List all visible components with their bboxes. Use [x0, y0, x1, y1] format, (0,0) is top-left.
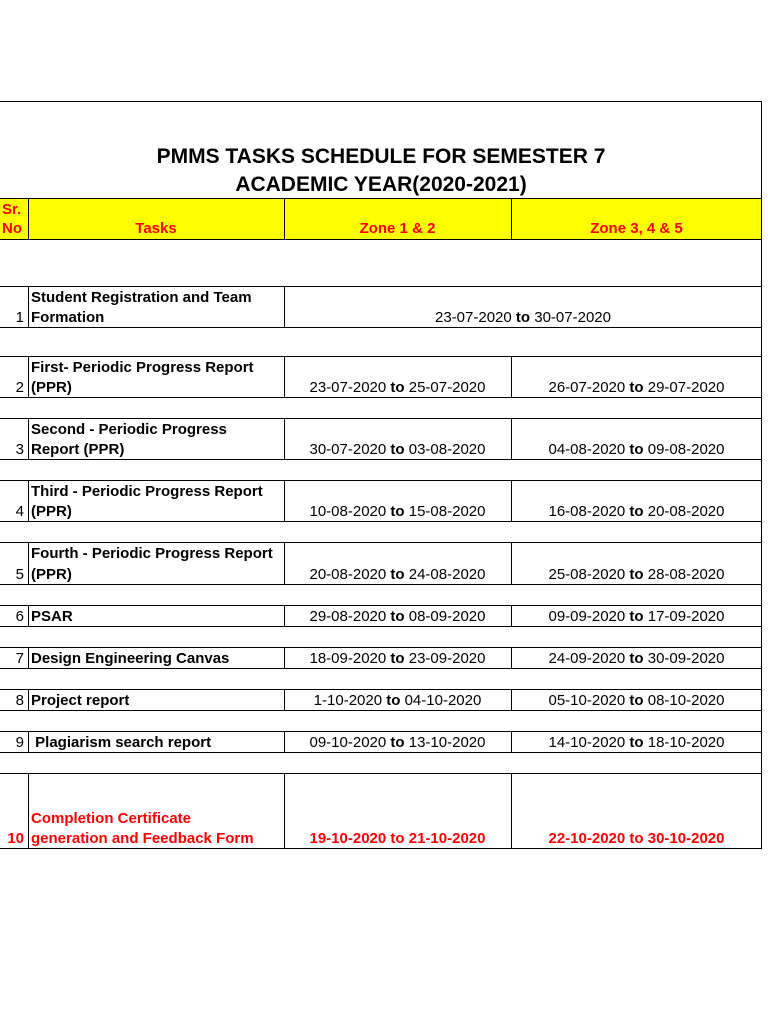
row-8-number: 8	[15, 692, 24, 709]
row-6-task: PSAR	[31, 608, 73, 625]
grid-line	[0, 605, 762, 606]
row-9-task: Plagiarism search report	[31, 734, 212, 751]
row-9-zone-1-2-start: 09-10-2020	[309, 734, 387, 751]
grid-line	[28, 689, 29, 711]
row-8-zone-3-4-5-start: 05-10-2020	[548, 692, 626, 709]
header-zone-1-2: Zone 1 & 2	[359, 220, 436, 237]
row-6-zone-1-2-dates	[284, 607, 511, 627]
row-7-task: Design Engineering Canvas	[31, 650, 230, 667]
grid-line	[28, 356, 29, 398]
row-2-task-line-1: First- Periodic Progress Report	[31, 359, 254, 376]
row-3-zone-3-4-5-separator: to	[629, 441, 644, 458]
row-4-zone-3-4-5-separator: to	[629, 503, 644, 520]
grid-line	[511, 542, 512, 585]
row-4-zone-3-4-5-end: 20-08-2020	[647, 503, 725, 520]
row-4-task-line-1: Third - Periodic Progress Report	[31, 483, 263, 500]
grid-line	[284, 480, 285, 522]
grid-line	[0, 668, 762, 669]
row-7-zone-3-4-5-dates	[511, 649, 762, 669]
row-10-zone-3-4-5-end: 30-10-2020	[647, 830, 725, 847]
grid-line	[28, 731, 29, 753]
row-9-number: 9	[15, 734, 24, 751]
row-5-task-line-2: (PPR)	[31, 566, 72, 583]
row-10-zone-1-2-start: 19-10-2020	[309, 830, 387, 847]
row-10-number: 10	[7, 830, 24, 847]
row-9-zone-3-4-5-dates	[511, 733, 762, 753]
row-5-zone-3-4-5-separator: to	[629, 566, 644, 583]
grid-line	[28, 647, 29, 669]
grid-line	[511, 647, 512, 669]
row-1-date-range	[284, 308, 762, 328]
grid-line	[511, 773, 512, 849]
row-2-zone-1-2-separator: to	[390, 379, 405, 396]
row-9-zone-1-2-end: 13-10-2020	[408, 734, 486, 751]
row-8-zone-3-4-5-separator: to	[629, 692, 644, 709]
grid-line	[28, 773, 29, 849]
grid-line	[284, 605, 285, 627]
row-8-zone-1-2-dates	[284, 691, 511, 711]
row-7-zone-3-4-5-start: 24-09-2020	[548, 650, 626, 667]
row-4-zone-3-4-5-dates	[511, 502, 762, 522]
row-1-start-date: 23-07-2020	[435, 309, 512, 326]
grid-line	[761, 101, 762, 849]
row-5-zone-3-4-5-start: 25-08-2020	[548, 566, 626, 583]
grid-line	[511, 418, 512, 460]
row-10-zone-3-4-5-dates	[511, 829, 762, 849]
grid-line	[0, 773, 762, 774]
row-6-zone-1-2-end: 08-09-2020	[408, 608, 486, 625]
row-3-task-line-2: Report (PPR)	[31, 441, 125, 458]
row-9-zone-3-4-5-separator: to	[629, 734, 644, 751]
grid-line	[284, 773, 285, 849]
grid-line	[28, 198, 29, 240]
row-10-zone-3-4-5-separator: to	[629, 830, 644, 847]
row-2-zone-1-2-start: 23-07-2020	[309, 379, 387, 396]
row-8-task: Project report	[31, 692, 130, 709]
row-4-zone-3-4-5-start: 16-08-2020	[548, 503, 626, 520]
grid-line	[28, 480, 29, 522]
grid-line	[0, 356, 762, 357]
row-2-zone-3-4-5-dates	[511, 378, 762, 398]
title-line-2: ACADEMIC YEAR(2020-2021)	[235, 173, 527, 196]
grid-line	[284, 418, 285, 460]
row-4-number: 4	[15, 503, 24, 520]
row-1-end-date: 30-07-2020	[534, 309, 611, 326]
grid-line	[511, 480, 512, 522]
row-3-zone-3-4-5-start: 04-08-2020	[548, 441, 626, 458]
row-8-zone-1-2-start: 1-10-2020	[313, 692, 383, 709]
header-zone-3-4-5: Zone 3, 4 & 5	[590, 220, 683, 237]
row-7-zone-1-2-separator: to	[390, 650, 405, 667]
row-6-zone-3-4-5-start: 09-09-2020	[548, 608, 626, 625]
row-10-zone-1-2-separator: to	[390, 830, 405, 847]
grid-line	[511, 198, 512, 240]
title-line-1: PMMS TASKS SCHEDULE FOR SEMESTER 7	[156, 145, 606, 168]
grid-line	[28, 286, 29, 328]
row-7-zone-3-4-5-separator: to	[629, 650, 644, 667]
row-5-task-line-1: Fourth - Periodic Progress Report	[31, 545, 273, 562]
row-6-zone-1-2-start: 29-08-2020	[309, 608, 387, 625]
row-7-zone-3-4-5-end: 30-09-2020	[647, 650, 725, 667]
row-5-zone-1-2-dates	[284, 565, 511, 585]
row-2-zone-1-2-end: 25-07-2020	[408, 379, 486, 396]
row-6-zone-1-2-separator: to	[390, 608, 405, 625]
row-9-zone-1-2-dates	[284, 733, 511, 753]
grid-line	[0, 710, 762, 711]
row-2-number: 2	[15, 379, 24, 396]
row-5-zone-1-2-start: 20-08-2020	[309, 566, 387, 583]
grid-line	[0, 459, 762, 460]
row-2-zone-1-2-dates	[284, 378, 511, 398]
grid-line	[0, 626, 762, 627]
row-7-zone-1-2-start: 18-09-2020	[309, 650, 387, 667]
row-5-zone-3-4-5-end: 28-08-2020	[647, 566, 725, 583]
row-5-zone-1-2-separator: to	[390, 566, 405, 583]
row-10-zone-1-2-dates	[284, 829, 511, 849]
grid-line	[284, 647, 285, 669]
header-sr-line-2: No	[2, 220, 22, 237]
grid-line	[0, 480, 762, 481]
row-2-zone-3-4-5-end: 29-07-2020	[647, 379, 725, 396]
grid-line	[0, 239, 762, 240]
row-4-task-line-2: (PPR)	[31, 503, 72, 520]
grid-line	[0, 286, 762, 287]
row-3-zone-1-2-end: 03-08-2020	[408, 441, 486, 458]
header-sr-line-1: Sr.	[2, 201, 22, 218]
header-tasks: Tasks	[135, 220, 177, 237]
row-5-number: 5	[15, 566, 24, 583]
row-2-task-line-2: (PPR)	[31, 379, 72, 396]
row-6-zone-3-4-5-dates	[511, 607, 762, 627]
grid-line	[0, 521, 762, 522]
grid-line	[0, 731, 762, 732]
row-3-zone-1-2-start: 30-07-2020	[309, 441, 387, 458]
row-1-task-line-2: Formation	[31, 309, 105, 326]
grid-line	[511, 689, 512, 711]
grid-line	[0, 198, 762, 199]
row-1-number: 1	[15, 309, 24, 326]
grid-line	[0, 542, 762, 543]
row-6-number: 6	[15, 608, 24, 625]
grid-line	[0, 418, 762, 419]
row-2-zone-3-4-5-separator: to	[629, 379, 644, 396]
grid-line	[511, 356, 512, 398]
row-10-zone-3-4-5-start: 22-10-2020	[548, 830, 626, 847]
grid-line	[0, 584, 762, 585]
row-1-task-line-1: Student Registration and Team	[31, 289, 252, 306]
grid-line	[511, 731, 512, 753]
grid-line	[0, 752, 762, 753]
row-3-number: 3	[15, 441, 24, 458]
row-1-separator: to	[515, 309, 531, 326]
row-4-zone-1-2-start: 10-08-2020	[309, 503, 387, 520]
grid-line	[284, 689, 285, 711]
grid-line	[284, 198, 285, 240]
row-4-zone-1-2-end: 15-08-2020	[408, 503, 486, 520]
row-3-zone-1-2-dates	[284, 440, 511, 460]
grid-line	[284, 731, 285, 753]
row-3-zone-3-4-5-dates	[511, 440, 762, 460]
grid-line	[0, 647, 762, 648]
grid-line	[0, 397, 762, 398]
row-6-zone-3-4-5-separator: to	[629, 608, 644, 625]
row-7-number: 7	[15, 650, 24, 667]
row-7-zone-1-2-end: 23-09-2020	[408, 650, 486, 667]
grid-line	[284, 356, 285, 398]
grid-line	[284, 542, 285, 585]
grid-line	[28, 605, 29, 627]
grid-line	[28, 418, 29, 460]
row-9-zone-3-4-5-start: 14-10-2020	[548, 734, 626, 751]
row-10-zone-1-2-end: 21-10-2020	[408, 830, 486, 847]
grid-line	[0, 327, 762, 328]
row-6-zone-3-4-5-end: 17-09-2020	[647, 608, 725, 625]
grid-line	[511, 605, 512, 627]
row-3-zone-1-2-separator: to	[390, 441, 405, 458]
grid-line	[0, 101, 762, 102]
row-8-zone-3-4-5-dates	[511, 691, 762, 711]
row-8-zone-1-2-end: 04-10-2020	[404, 692, 482, 709]
grid-line	[0, 689, 762, 690]
row-10-task-line-2: generation and Feedback Form	[31, 830, 254, 847]
row-5-zone-3-4-5-dates	[511, 565, 762, 585]
row-8-zone-1-2-separator: to	[386, 692, 401, 709]
row-9-zone-1-2-separator: to	[390, 734, 405, 751]
row-3-zone-3-4-5-end: 09-08-2020	[647, 441, 725, 458]
row-4-zone-1-2-separator: to	[390, 503, 405, 520]
row-3-task-line-1: Second - Periodic Progress	[31, 421, 227, 438]
row-4-zone-1-2-dates	[284, 502, 511, 522]
row-9-zone-3-4-5-end: 18-10-2020	[647, 734, 725, 751]
row-10-task-line-1: Completion Certificate	[31, 810, 192, 827]
grid-line	[284, 286, 285, 328]
grid-line	[0, 848, 762, 849]
grid-line	[28, 542, 29, 585]
row-5-zone-1-2-end: 24-08-2020	[408, 566, 486, 583]
row-8-zone-3-4-5-end: 08-10-2020	[647, 692, 725, 709]
row-2-zone-3-4-5-start: 26-07-2020	[548, 379, 626, 396]
row-7-zone-1-2-dates	[284, 649, 511, 669]
